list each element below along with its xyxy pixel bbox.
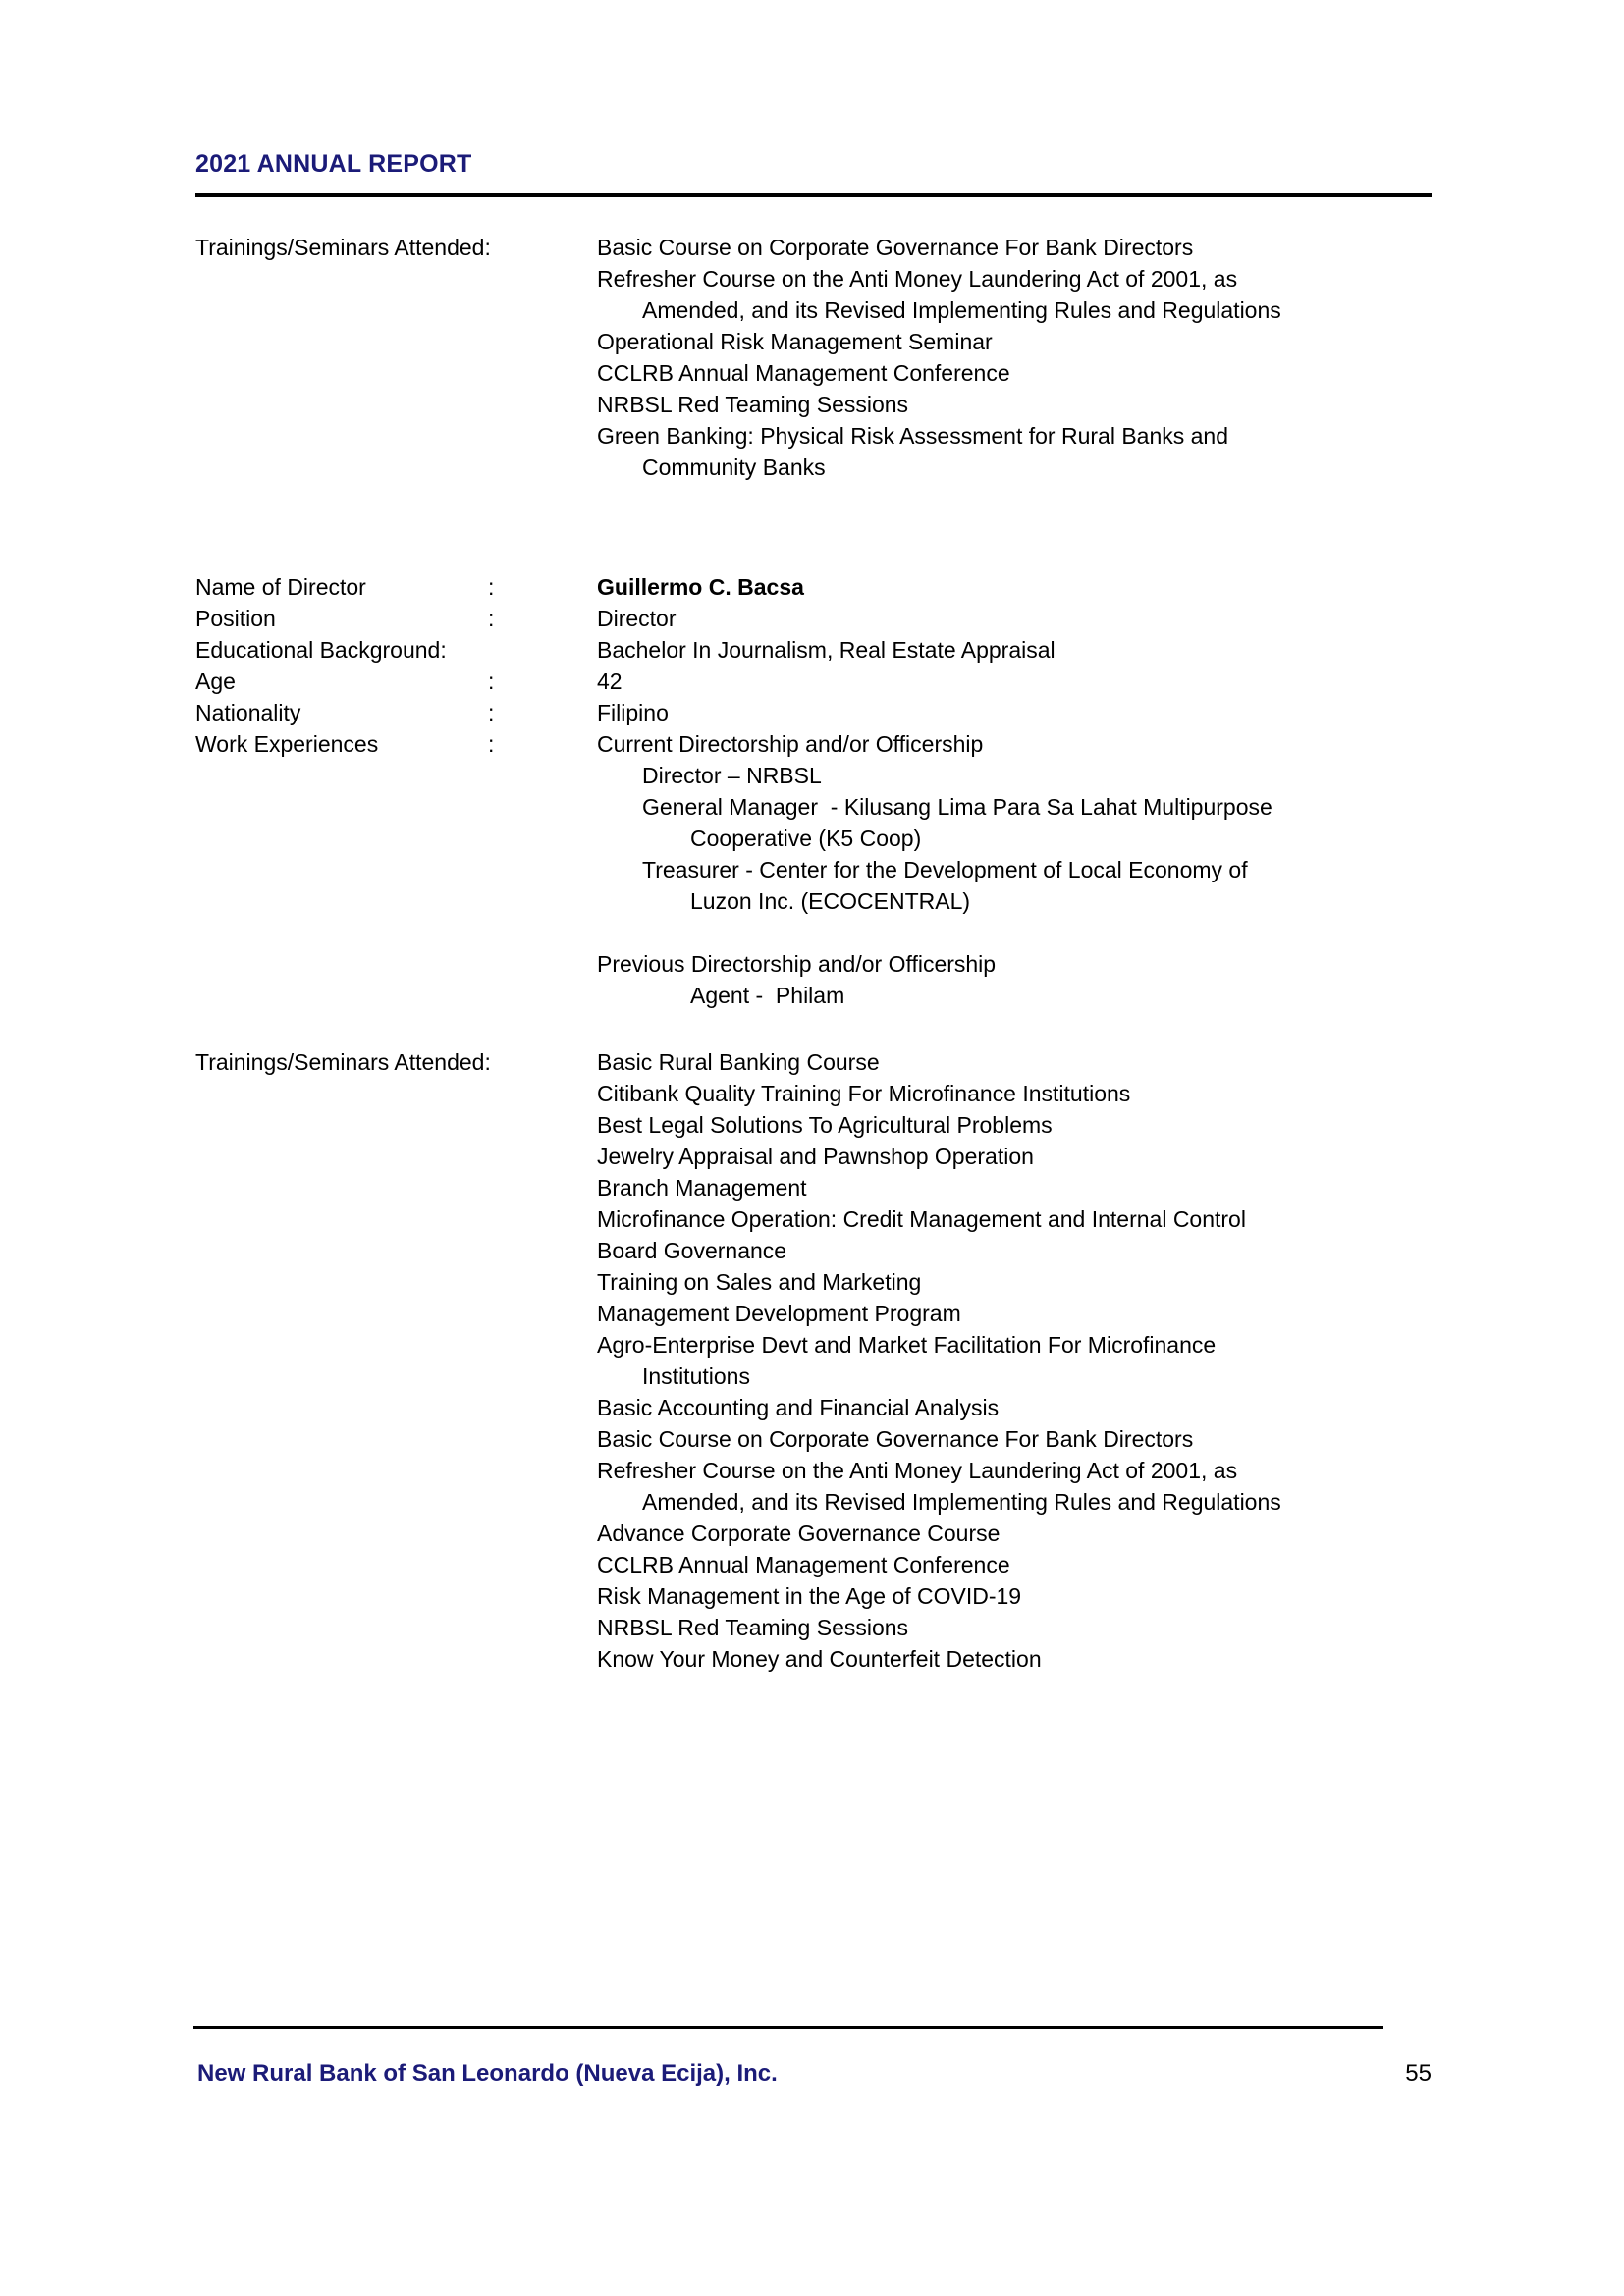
field-row-name (195, 571, 1472, 603)
training-item: Branch Management (597, 1175, 807, 1201)
training-item: Risk Management in the Age of COVID-19 (597, 1583, 1022, 1609)
trainings-section-director (195, 1046, 1501, 1675)
field-label: Age (195, 668, 236, 694)
field-label: Work Experiences (195, 731, 379, 757)
training-item: Board Governance (597, 1238, 787, 1263)
field-row-age (195, 666, 1472, 697)
training-item: Microfinance Operation: Credit Management and Internal Control (597, 1206, 1246, 1232)
field-row-education (195, 634, 1472, 666)
field-colon: : (488, 668, 495, 694)
trainings-top-list (597, 232, 1472, 483)
previous-directorship-item: Agent - Philam (690, 983, 845, 1008)
work-experience-item-continuation: Luzon Inc. (ECOCENTRAL) (690, 888, 971, 914)
training-item: NRBSL Red Teaming Sessions (597, 392, 909, 417)
field-label: Position (195, 606, 276, 631)
training-item: Basic Accounting and Financial Analysis (597, 1395, 1000, 1420)
training-item: Training on Sales and Marketing (597, 1269, 922, 1295)
trainings-director-list (597, 1046, 1501, 1675)
work-experience-item-continuation: Cooperative (K5 Coop) (690, 826, 922, 851)
training-item: Citibank Quality Training For Microfinance Institutions (597, 1081, 1131, 1106)
training-item-continuation: Amended, and its Revised Implementing Rules and Regulations (642, 1489, 1281, 1515)
header-divider (195, 193, 1432, 197)
training-item: Basic Rural Banking Course (597, 1049, 880, 1075)
field-row-nationality (195, 697, 1472, 728)
training-item: Agro-Enterprise Devt and Market Facilitation For Microfinance (597, 1332, 1217, 1358)
footer-bank-name: New Rural Bank of San Leonardo (Nueva Ecija), Inc. (197, 2060, 778, 2087)
training-item: CCLRB Annual Management Conference (597, 360, 1010, 386)
footer-divider (193, 2026, 1383, 2029)
field-value: Current Directorship and/or Officership (597, 731, 984, 757)
training-item-continuation: Amended, and its Revised Implementing Rules and Regulations (642, 297, 1281, 323)
training-item: Basic Course on Corporate Governance For Bank Directors (597, 1426, 1194, 1452)
training-item-continuation: Community Banks (642, 454, 826, 480)
training-item: Refresher Course on the Anti Money Laundering Act of 2001, as (597, 266, 1238, 292)
field-label: Name of Director (195, 574, 366, 600)
training-item: Refresher Course on the Anti Money Laundering Act of 2001, as (597, 1458, 1238, 1483)
field-row-work-experiences (195, 728, 1472, 760)
field-colon (488, 634, 597, 666)
work-experience-item: General Manager - Kilusang Lima Para Sa Lahat Multipurpose (642, 794, 1272, 820)
previous-directorship-heading: Previous Directorship and/or Officership (597, 951, 997, 977)
field-row-position (195, 603, 1472, 634)
trainings-director-label: Trainings/Seminars Attended: (195, 1049, 491, 1075)
training-item: Jewelry Appraisal and Pawnshop Operation (597, 1144, 1034, 1169)
training-item: NRBSL Red Teaming Sessions (597, 1615, 909, 1640)
page-title: 2021 ANNUAL REPORT (195, 150, 472, 178)
field-value: Filipino (597, 700, 669, 725)
training-item-continuation: Institutions (642, 1363, 750, 1389)
field-colon: : (488, 574, 495, 600)
training-item: Operational Risk Management Seminar (597, 329, 993, 354)
training-item: Best Legal Solutions To Agricultural Problems (597, 1112, 1053, 1138)
work-experience-list (597, 760, 1472, 1011)
field-colon: : (488, 700, 495, 725)
training-item: Know Your Money and Counterfeit Detection (597, 1646, 1042, 1672)
trainings-top-label: Trainings/Seminars Attended: (195, 235, 491, 260)
field-colon: : (488, 606, 495, 631)
field-value: 42 (597, 668, 623, 694)
field-label: Nationality (195, 700, 301, 725)
training-item: Management Development Program (597, 1301, 961, 1326)
training-item: Basic Course on Corporate Governance For Bank Directors (597, 235, 1194, 260)
training-item: CCLRB Annual Management Conference (597, 1552, 1010, 1577)
field-colon: : (488, 731, 495, 757)
field-value: Bachelor In Journalism, Real Estate Appraisal (597, 637, 1056, 663)
work-experience-item: Treasurer - Center for the Development of Local Economy of (642, 857, 1248, 882)
trainings-section-top (195, 232, 1472, 483)
director-profile-section (195, 571, 1472, 1011)
training-item: Green Banking: Physical Risk Assessment for Rural Banks and (597, 423, 1229, 449)
field-value: Director (597, 606, 677, 631)
field-label: Educational Background: (195, 637, 447, 663)
director-name-value: Guillermo C. Bacsa (597, 574, 804, 600)
page-number: 55 (1405, 2060, 1432, 2087)
work-experience-item: Director – NRBSL (642, 763, 822, 788)
vertical-spacer (597, 917, 1472, 948)
training-item: Advance Corporate Governance Course (597, 1521, 1001, 1546)
